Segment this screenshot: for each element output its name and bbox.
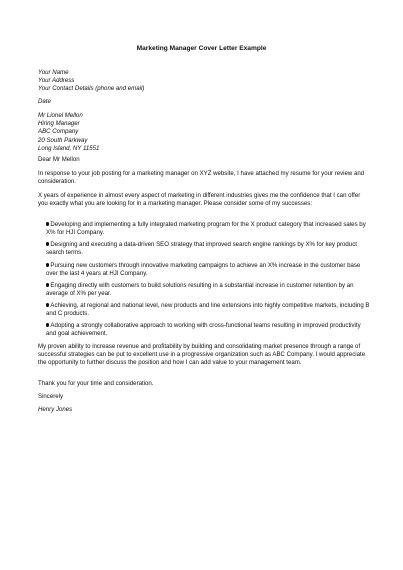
signature: Henry Jones — [38, 406, 73, 413]
bullet-icon — [46, 222, 49, 225]
bullet-icon — [46, 323, 49, 326]
success-bullet — [46, 302, 372, 318]
sender-contact: Your Contact Details (phone and email) — [38, 85, 145, 93]
success-bullet — [46, 282, 372, 298]
bullet-text: Pursuing new customers through innovative marketing campaigns to achieve an X% increase in the customer base over the last 4 years at HJI Company. — [46, 262, 361, 278]
success-bullet — [46, 262, 372, 278]
sender-block — [38, 69, 373, 94]
success-bullet — [46, 322, 372, 338]
closing-paragraph: My proven ability to increase revenue and profitability by building and consolidating market presence through a range of successful strategies can be put to excellent use in a progressive organization such as ABC Company. I would appreciate the opportunity to further discuss the position and how I can add value to your management team. — [38, 343, 366, 367]
sender-address: Your Address — [38, 77, 75, 85]
signature-block — [38, 406, 373, 414]
recipient-street: 20 South Parkway — [38, 136, 88, 144]
thanks-paragraph: Thank you for your time and consideration. — [38, 380, 154, 387]
recipient-name: Mr Lionel Mellon — [38, 112, 83, 119]
bullet-text: Developing and implementing a fully integrated marketing program for the X product category that increased sales by X% for HJI Company. — [46, 221, 366, 237]
date: Date — [38, 98, 51, 105]
bullet-text: Designing and executing a data-driven SEO strategy that improved search engine rankings by X% for key product search terms. — [46, 241, 357, 257]
bullet-text: Engaging directly with customers to build solutions resulting in a substantial increase in customer retention by an average of X% per year. — [46, 282, 354, 298]
bullet-icon — [46, 283, 49, 286]
recipient-company: ABC Company — [38, 128, 79, 136]
recipient-block — [38, 112, 373, 153]
signoff: Sincerely — [38, 393, 64, 400]
signoff-block — [38, 393, 373, 401]
bullet-text: Achieving, at regional and national level, new products and line extensions into highly competitive markets, including B and C products. — [46, 302, 370, 318]
salutation-block — [38, 156, 373, 164]
document-title: Marketing Manager Cover Letter Example — [136, 45, 267, 52]
success-bullet — [46, 241, 372, 257]
bullet-icon — [46, 242, 49, 245]
intro-paragraph: In response to your job posting for a marketing manager on XYZ website, I have attached my resume for your review and consideration. — [38, 170, 365, 186]
success-bullet — [46, 221, 372, 237]
salutation: Dear Mr Mellon — [38, 156, 80, 163]
bullet-text: Adopting a strongly collaborative approach to working with cross-functional teams resulting in improved productivity and goal achievement. — [46, 322, 361, 338]
date-line — [38, 98, 373, 106]
recipient-role: Hiring Manager — [38, 120, 80, 128]
bullet-icon — [46, 303, 49, 306]
sender-name: Your Name — [38, 69, 69, 76]
experience-paragraph: X years of experience in almost every aspect of marketing in different industries gives me the confidence that I can offer you exactly what you are looking for in a marketing manager. Please consider some of my successes: — [38, 192, 361, 208]
recipient-city: Long Island, NY 11551 — [38, 144, 100, 152]
bullet-icon — [46, 263, 49, 266]
